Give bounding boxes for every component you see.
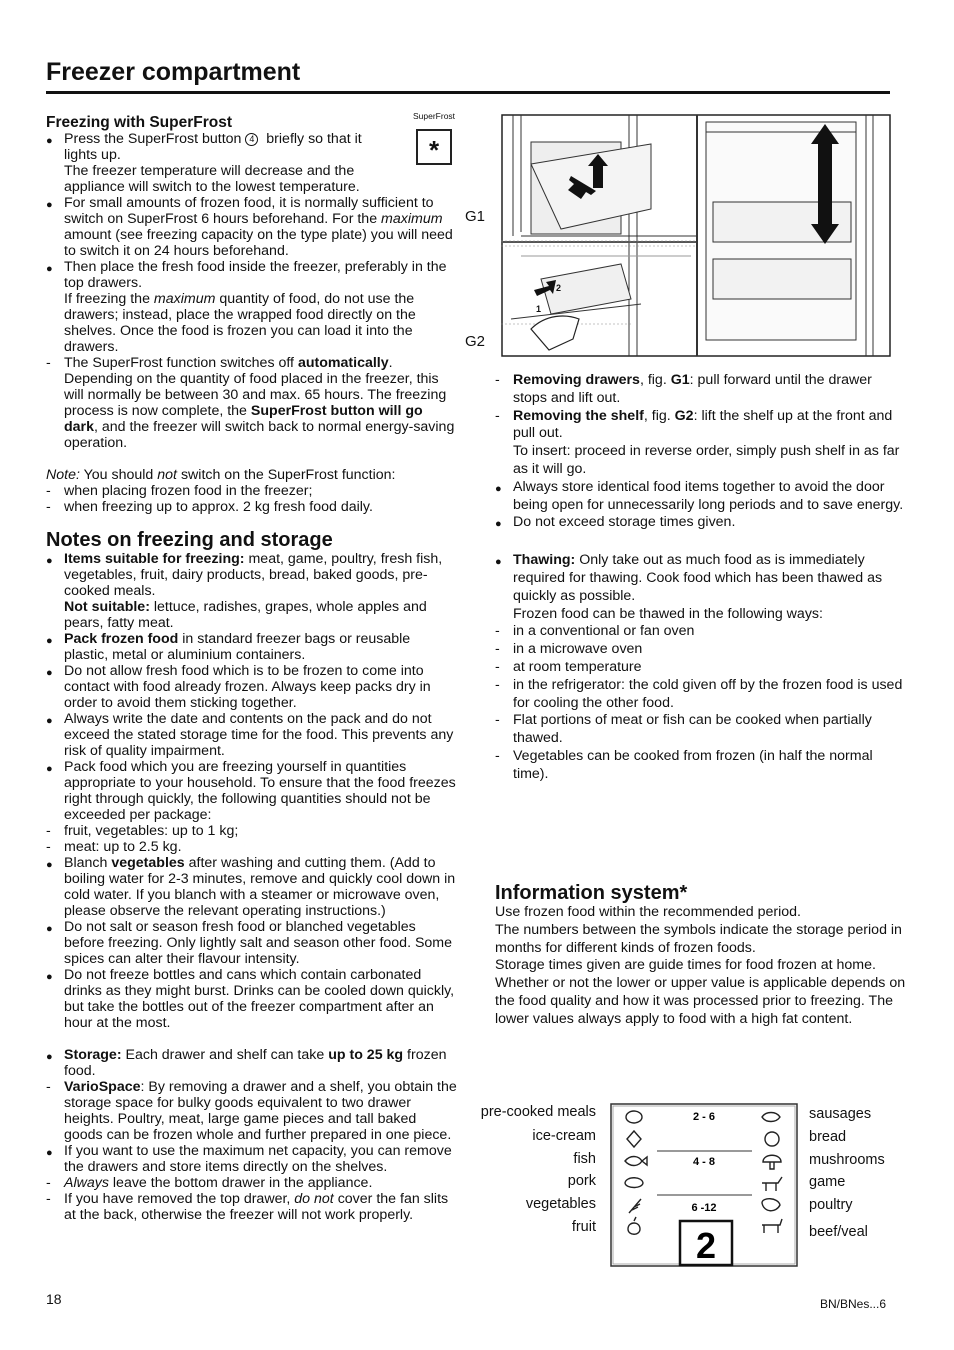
removal-item: - Removing drawers, fig. G1: pull forward until the drawer stops and lift out.	[495, 372, 907, 408]
storage-tip: ● Do not exceed storage times given.	[495, 514, 907, 532]
info-paragraph: Use frozen food within the recommended period.	[495, 904, 801, 920]
info-left-label: vegetables	[525, 1196, 596, 1212]
range-label: 2 - 6	[692, 1111, 716, 1123]
thawing-method: - in a conventional or fan oven	[495, 623, 907, 641]
info-paragraph: The numbers between the symbols indicate the storage period in months for different kinds of frozen foods.	[495, 921, 902, 956]
superfrost-note: Note: You should not switch on the SuperFrost function:	[46, 467, 396, 483]
superfrost-heading: Freezing with SuperFrost	[46, 114, 233, 131]
info-right-label: mushrooms	[809, 1152, 885, 1168]
thawing-method: - at room temperature	[495, 659, 907, 677]
thawing-method: - in the refrigerator: the cold given off by the frozen food is used for cooling the other food.	[495, 677, 907, 713]
document-code: BN/BNes...6	[820, 1297, 887, 1311]
superfrost-auto-off: - The SuperFrost function switches off automatically. Depending on the quantity of food placed in the freezer, this will normally be between 30 and max. 65 hours. The freezing process is now complete, the SuperFrost button will go dark, and the freezer will switch back to normal energy-saving operation.	[46, 355, 458, 451]
notes-item: ● Blanch vegetables after washing and cutting them. (Add to boiling water for 2-3 minutes, remove and quickly cool down in cold water. If you blanch with a steamer or microwave oven, please observe the relevant operating instructions.)	[46, 855, 458, 919]
notes-item: ● Do not allow fresh food which is to be frozen to come into contact with food already frozen. Always keep packs dry in order to avoid them sticking together.	[46, 663, 458, 711]
info-left-label: pork	[567, 1173, 596, 1189]
superfrost-step-1: ● Press the SuperFrost button 4 briefly so that it lights up. The freezer temperature will decrease and the appliance will switch to the lowest temperature.	[46, 131, 384, 195]
range-label: 4 - 8	[692, 1156, 716, 1168]
info-heading: Information system*	[495, 882, 688, 904]
storage-item: - If you have removed the top drawer, do not cover the fan slits at the back, otherwise the freezer will not work properly.	[46, 1191, 458, 1223]
notes-heading: Notes on freezing and storage	[46, 529, 333, 551]
storage-item: - Always leave the bottom drawer in the appliance.	[46, 1175, 458, 1191]
info-section	[495, 882, 907, 1029]
superfrost-label: SuperFrost	[413, 111, 456, 121]
right-column	[495, 372, 907, 784]
info-left-label: fish	[573, 1151, 596, 1167]
notes-item: ● Do not salt or season fresh food or blanched vegetables before freezing. Only lightly salt and season other food. Some spices can alter their flavour intensity.	[46, 919, 458, 967]
thawing-item: ● Thawing: Only take out as much food as is immediately required for thawing. Cook food which has been thawed as quickly as possible. Frozen food can be thawed in the following ways:	[495, 552, 907, 623]
notes-item: ● Pack food which you are freezing yourself in quantities appropriate to your household. To ensure that the food freezes right through quickly, the following quantities should not be exceeded per package:	[46, 759, 458, 823]
info-right-label: bread	[809, 1129, 847, 1145]
info-right-label: game	[809, 1174, 846, 1190]
big-number: 2	[695, 1225, 717, 1266]
thawing-method: - Flat portions of meat or fish can be cooked when partially thawed.	[495, 712, 907, 748]
range-label: 6 -12	[691, 1202, 717, 1214]
title-rule	[46, 91, 890, 94]
arrow-step-1: 1	[536, 304, 542, 314]
variospace-item: - VarioSpace: By removing a drawer and a shelf, you obtain the storage space for bulky goods equivalent to two drawer heights. Poultry, meat, large game pieces and tall baked goods can be frozen whole and further prepared in one piece.	[46, 1079, 458, 1143]
notes-item: - fruit, vegetables: up to 1 kg;	[46, 823, 458, 839]
removal-item: - Removing the shelf, fig. G2: lift the shelf up at the front and pull out. To insert: proceed in reverse order, simply push shelf in as far as it will go.	[495, 408, 907, 479]
storage-tip: ● Always store identical food items together to avoid the door being open for unnecessarily long periods and to save energy.	[495, 479, 907, 515]
storage-chart-panel	[610, 1103, 798, 1267]
info-paragraph: Storage times given are guide times for food frozen at home. Whether or not the lower or upper value is applicable depends on the food quality and how it was processed prior to freezing. The lower values always apply to food with a high fat content.	[495, 957, 906, 1027]
storage-item: ● If you want to use the maximum net capacity, you can remove the drawers and store items directly on the shelves.	[46, 1143, 458, 1175]
g1-label: G1	[465, 208, 486, 225]
superfrost-step-3: ● Then place the fresh food inside the freezer, preferably in the top drawers. If freezing the maximum quantity of food, do not use the drawers; instead, place the wrapped food directly on the shelves. Once the food is frozen you can load it into the drawers.	[46, 259, 458, 355]
arrow-step-2: 2	[556, 283, 562, 293]
info-right-label: sausages	[809, 1106, 872, 1122]
notes-item: - meat: up to 2.5 kg.	[46, 839, 458, 855]
info-left-label: ice-cream	[532, 1128, 596, 1144]
info-left-label: fruit	[571, 1219, 596, 1235]
info-right-label: poultry	[809, 1197, 853, 1213]
right-freezer-panel	[697, 115, 873, 356]
g2-label: G2	[465, 333, 486, 350]
freezer-drawer-figure	[501, 114, 891, 357]
thawing-method: - Vegetables can be cooked from frozen (in half the normal time).	[495, 748, 907, 784]
storage-item: ● Storage: Each drawer and shelf can take up to 25 kg frozen food.	[46, 1047, 458, 1079]
note-item: - when freezing up to approx. 2 kg fresh food daily.	[46, 499, 458, 515]
info-right-label: beef/veal	[809, 1224, 868, 1240]
page-number: 18	[46, 1291, 62, 1307]
button-4-icon: 4	[245, 133, 258, 146]
thawing-method: - in a microwave oven	[495, 641, 907, 659]
info-left-label: pre-cooked meals	[480, 1104, 596, 1120]
notes-item: ● Pack frozen food in standard freezer bags or reusable plastic, metal or aluminium containers.	[46, 631, 458, 663]
page-title: Freezer compartment	[46, 58, 301, 86]
note-item: - when placing frozen food in the freezer;	[46, 483, 458, 499]
notes-item: ● Always write the date and contents on the pack and do not exceed the stated storage time for the food. This prevents any risk of quality impairment.	[46, 711, 458, 759]
superfrost-button-icon: *	[416, 129, 452, 165]
superfrost-step-2: ● For small amounts of frozen food, it is normally sufficient to switch on SuperFrost 6 hours beforehand. For the maximum amount (see freezing capacity on the type plate) you will need to switch it on 24 hours beforehand.	[46, 195, 458, 259]
notes-item: ● Items suitable for freezing: meat, game, poultry, fresh fish, vegetables, fruit, dairy products, bread, baked goods, pre-cooked meals. Not suitable: lettuce, radishes, grapes, whole apples and pears, fatty meat.	[46, 551, 458, 631]
notes-item: ● Do not freeze bottles and cans which contain carbonated drinks as they might burst. Drinks can be cooled down quickly, but take the bottles out of the freezer compartment after an hour at the most.	[46, 967, 458, 1031]
left-column	[46, 114, 458, 1223]
